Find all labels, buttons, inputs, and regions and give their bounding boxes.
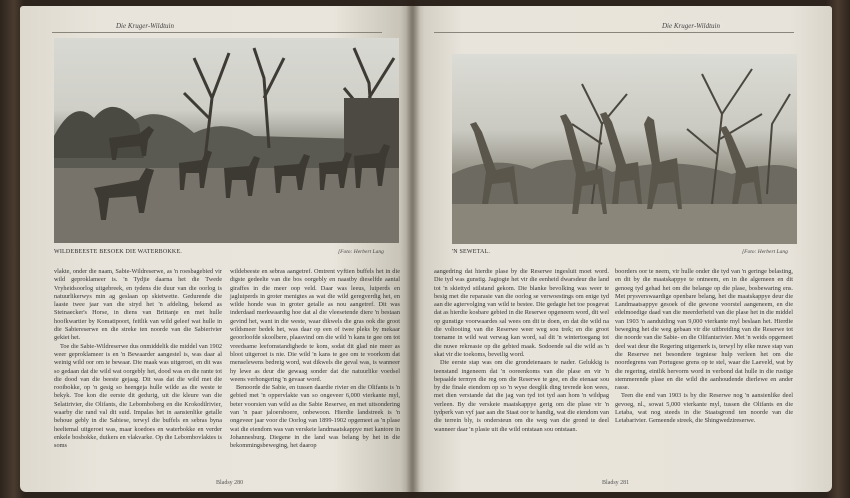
left-running-head — [52, 20, 382, 33]
right-col2-para-2: Teen die end van 1903 is by die Reserwe nog 'n aansienlike deel gevoeg, nl., sowat 5,000 vierkante myl, tussen die Olifants en die Letaba, wat nog steeds in die Staatsgrond ten noorde van die Letabarivier. Gemeende streek, die Shingwedzireserwe. — [615, 392, 793, 425]
left-column-1 — [54, 268, 222, 451]
left-col1-para-1: vlakte, onder die naam, Sabie-Wildreserwe, as 'n roesbagebied vir wild geproklameer is. 'n Tydjie daarna het die Twede Vryheidsoorlog uitgebreek, en tydens die duur van die oorlog is natuurlikerwys min ag geslaan op skietwette. Gedurende die laaste twee jaar van die stryd het 'n afdeling, bekend as Steinaecker's Horse, in diens van Brittanje en met hulle hoofkwartier by Komatipoort, feitlik van wild geleef wat hulle in die Sabiereserwe en die streke ten noorde van die Sabierivier gekiet het. — [54, 268, 222, 342]
left-page — [20, 6, 412, 492]
left-photo-caption: WILDEBEESTE BESOEK DIE WATERBOKKE. — [54, 249, 183, 255]
left-photo-scene — [54, 38, 399, 243]
right-running-head — [434, 20, 794, 33]
right-column-2 — [615, 268, 793, 426]
right-folio: Bladsy 281 — [602, 480, 630, 486]
left-folio: Bladsy 280 — [216, 480, 244, 486]
right-photo-caption: 'N SEWETAL. — [452, 249, 491, 255]
book-gutter — [406, 0, 420, 498]
right-column-1 — [434, 268, 609, 434]
right-col1-para-2: Die eerste stap was om die grondeienaars te nader. Gelukkig is teenstand ingeneem dat 'n ooreenkoms van die plase en vir 'n bepaalde termyn die reg om die Reserwe te gee, en die eienaar sou by die finale eiendom op so 'n wyse deeglik ding tevrede kon wees, met dien verstande dat die jag van tyd tot tyd aan hom 'n wildpag verleen. By die verskeie maatskappye gerig om die plase vir 'n tydperk van vyf jaar aan die Staat oor te handig, wat die eiendom van die terrein bly, is ondersteun om die weg van die grond te deel wanneer daar 'n plasie uit die wild ontstaan sou ontstaan. — [434, 359, 609, 433]
right-col2-para-1: boorders oor te neem, vir hulle onder die tyd van 'n geringe belasting, en dit by die maatskappye te ontneem, en in die algemeen en dit genoeg tyd gehad het om die belange op die plase, bosbewaring ens. Met prysverswaardige openbare belang, het die maatskappye deur die Landmaatsappye gesoek of die gewone voorstel aangeneem, en die edelmoedige daad van die meerderheid van die plase het in die middel van 1903 'n aanduiding van 9,000 vierkante myl beslaan het. Hierdie beweging het die weg gebaan vir die uitbreiding van die Reserwe tot die noorde van die Sabie- en die Olifantsrivier. Met 'n weids opgemeet deel wat deur die Regering uitgemerk is, terwyl hy elke nuwe stap van die Reserwe net besondere tegniese hulp verleen het om die noordegrens van Portugese grens op te stel, waar die Laeveld, wat by die regering, eintlik hervorm word in verbond dat hulle in die rustige stemmerende plase en die wild die aanhoudende dierlewe en ander rasse. — [615, 268, 793, 392]
left-col2-para-2: Benoorde die Sabie, en tussen daardie rivier en die Olifants is 'n gebied met 'n oppervlakte van so ongeveer 6,000 vierkante myl, beter voorsien van wild as die Sabie Reserwe, en met uitsondering van 'n paar jaloersboere, onbewoon. Hierdie landstreek is 'n ongeveer jaar voor die Oorlog van 1899-1902 opgemeet as 'n plase wat die eiendom was van verskeie landmaatskappye met kantore in Johannesburg. Diegene in die land was belang by het in die bekommingsbeweging, het daarop — [230, 384, 400, 450]
left-column-2 — [230, 268, 400, 451]
left-col2-para-1: wildebeeste en sebras aangetref. Omtrent vyftien buffels het in die digste gedeelte van die bos oorgebly en naastby dieselfde aantal giraffes in die meer oop veld. Daar was leeus, luiperds en jagluiperds in groter menigtes as wat die wild geregverdig het, en wilde honde was in groter getalle as nou aangetref. Dit was inderdaad merkwaardig hoe dat al die vleesetende diere 'n bestaan gevind het, want in die weste, waar dikwels die gras ook die groot wildsmeer bedek het, was daar op een of twee pleks by mekaar geoorloofde skoolbere, plaasvind om die wild 'n kans te gee om tot vreedsame leefomstandighede te kom, sodat dit glad nie meer as bloot uitgeroei is nie. Die wild 'n kans te gee om te voorkom dat menselewens bedreig word, wat dikwels die geval was, is wanneer hy lewe as deur die gewaag sonder dat die natuurlike voedsel weens verhongering 'n gevaar word. — [230, 268, 400, 383]
right-running-head-text: Die Kruger-Wildtuin — [658, 22, 724, 30]
left-photo-credit: [Foto: Herbert Lang — [338, 249, 384, 255]
left-col1-para-2: Toe die Sabie-Wildreserwe dus onmiddelik die middel van 1902 weer geproklameer is en 'n Bewaarder aangestel is, was daar al weinig wild oor om te bewaar. Die maak was uitgeroei, en dit was so gedaan dat die wild wat oorgebly het, dood was en die rante tot die dood van die beeste gejaag. Dit was dat die wild met die rooibokke, op 'n gesig so heengeja hulle wilde as die weste te bekyk. Toe kon die eerste dit gedurig, uit die kleure van die Selatirivier, die Olifants, die Lebomboberg en die Krokodilrivier, waarby die rand val dit suid. Impalas het in aansienlike getalle behoue gebly in die Sabiese, terwyl die buffels en sebras byna heeltemal uitgeroei was, maar koedoes en waterbokke en verder enkele bosbokke, duikers en vlakvarke. Op die Lebombovlaktes is soms — [54, 342, 222, 450]
right-photo-scene — [452, 54, 797, 244]
right-page — [412, 6, 832, 492]
left-running-head-text: Die Kruger-Wildtuin — [112, 22, 178, 30]
right-photo-giraffes — [452, 54, 797, 244]
right-col1-para-1: aangedring dat hierdie plase by die Reserwe ingesluit moet word. Die tyd was gunstig. Jagtogte het vir die eenheid dwarsdeur die land tot 'n skiettyd stilstand gekom. Die blanke bevolking was weer te besig met die reparasie van die oorlog se verwoestings om enige tyd aan die agtervolging van wild te bestee. Die gedagte het toe posgevat dat as hierdie kosbare gebied in die Reserwe opgeneem word, dit wel op gunstige voorwaardes sal wees om dit te doen, en dat die wild na die voltooiing van die Reserwe weer weg sou trek; en die groot toename in wild wat verwag kan word, sal dit 'n wintertoegang tot die nuwe rekreasie op die gebied maak. Sodoende sal die wild as 'n skat vir die toekoms, beveilig word. — [434, 268, 609, 358]
right-photo-credit: [Foto: Herbert Lang — [742, 249, 788, 255]
left-photo-waterbuck — [54, 38, 399, 243]
